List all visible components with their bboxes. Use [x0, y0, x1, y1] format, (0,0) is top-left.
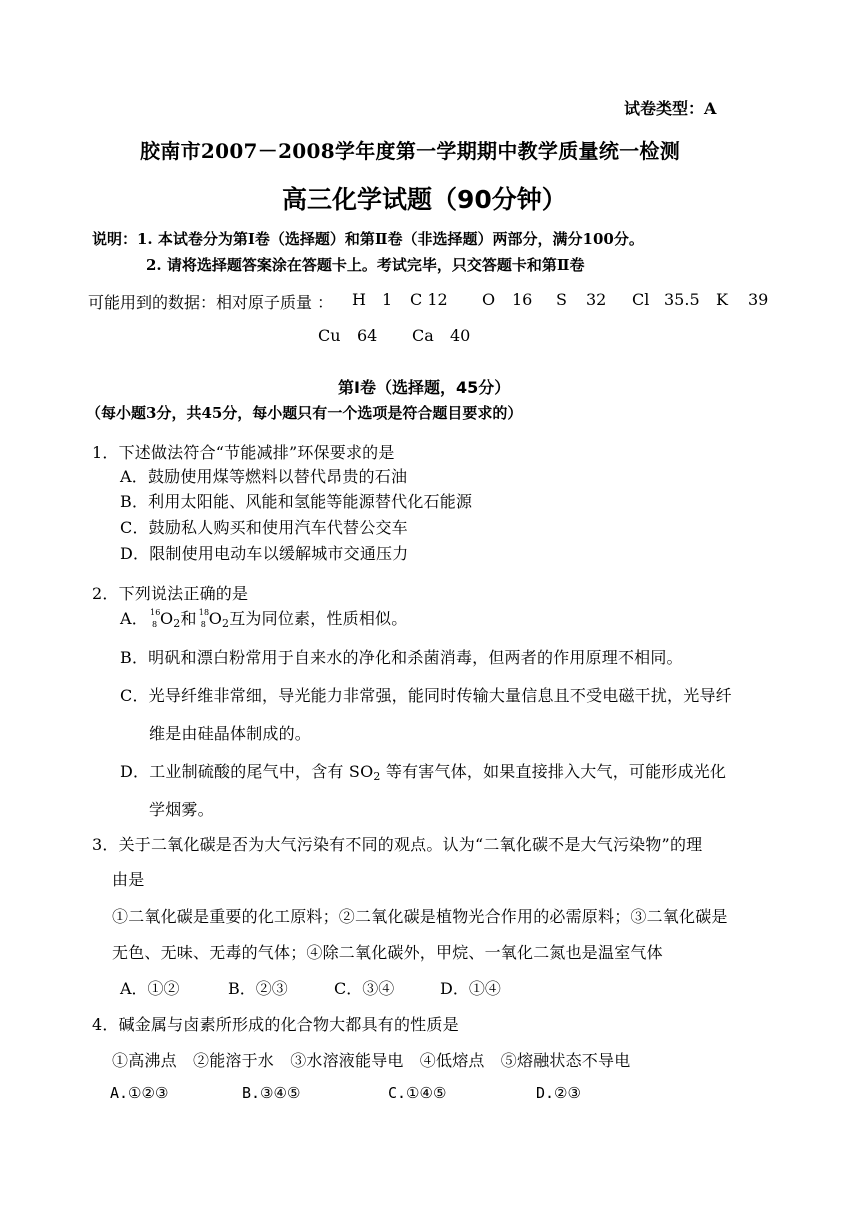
mass-cu: 64 [357, 326, 378, 345]
q2-stem: 2．下列说法正确的是 [92, 584, 249, 603]
instruction-line-2: 2. 请将选择题答案涂在答题卡上。考试完毕，只交答题卡和第Ⅱ卷 [146, 256, 585, 274]
exam-subtitle: 高三化学试题（90分钟） [282, 185, 567, 214]
q2-option-d-line1 [120, 759, 726, 783]
q2-option-d-line2: 学烟雾。 [149, 800, 214, 819]
isotope-o16-symbol: O [159, 609, 174, 628]
q4-stem: 4．碱金属与卤素所形成的化合物大都具有的性质是 [92, 1015, 459, 1034]
section1-note: （每小题3分，共45分，每小题只有一个选项是符合题目要求的） [86, 404, 523, 422]
q4-option-b: B.③④⑤ [242, 1084, 301, 1102]
q4-option-c: C.①④⑤ [388, 1084, 447, 1102]
q3-reasons-line2: 无色、无味、无毒的气体；④除二氧化碳外，甲烷、一氧化二氮也是温室气体 [112, 943, 663, 962]
q2-option-a [120, 606, 407, 630]
paper-type: 试卷类型：A [624, 99, 717, 118]
isotope-o16-number: 8 [151, 619, 158, 629]
section1-title: 第Ⅰ卷（选择题，45分） [338, 378, 511, 397]
so2-subscript: 2 [373, 770, 381, 783]
isotope-o18-number: 8 [200, 619, 206, 629]
q2-option-d-part1: D．工业制硫酸的尾气中，含有 SO [120, 762, 374, 781]
element-h: H [352, 290, 366, 309]
element-c-mass: C 12 [410, 290, 448, 309]
isotope-o18-subscript: 2 [222, 617, 230, 630]
q1-stem: 1．下述做法符合“节能减排”环保要求的是 [92, 443, 395, 462]
element-k: K [716, 290, 728, 309]
q2-option-c-line2: 维是由硅晶体制成的。 [149, 724, 312, 743]
q2-option-d-part2: 等有害气体，如果直接排入大气，可能形成光化 [380, 762, 727, 781]
q3-option-d: D．①④ [440, 979, 501, 998]
exam-title: 胶南市2007－2008学年度第一学期期中教学质量统一检测 [140, 139, 681, 163]
isotope-o18 [197, 607, 210, 629]
mass-o: 16 [512, 290, 533, 309]
q2-option-a-and: 和 [180, 609, 197, 628]
element-cu: Cu [318, 326, 341, 345]
element-s: S [556, 290, 567, 309]
q4-option-a: A.①②③ [110, 1084, 169, 1102]
mass-k: 39 [748, 290, 769, 309]
q2-option-b: B．明矾和漂白粉常用于自来水的净化和杀菌消毒，但两者的作用原理不相同。 [120, 648, 683, 667]
isotope-o16-mass: 16 [149, 607, 161, 617]
q1-option-c: C．鼓励私人购买和使用汽车代替公交车 [120, 518, 408, 537]
mass-h: 1 [382, 290, 393, 309]
instruction-line-1: 说明：1. 本试卷分为第Ⅰ卷（选择题）和第Ⅱ卷（非选择题）两部分，满分100分。 [92, 230, 644, 248]
q3-stem-line2: 由是 [112, 870, 145, 889]
atomic-mass-label: 可能用到的数据：相对原子质量 ： [88, 293, 334, 312]
element-o: O [482, 290, 496, 309]
isotope-o18-mass: 18 [198, 607, 210, 617]
q1-option-b: B．利用太阳能、风能和氢能等能源替代化石能源 [120, 492, 473, 511]
q4-option-d: D.②③ [536, 1084, 581, 1102]
element-ca: Ca [412, 326, 434, 345]
mass-cl: 35.5 [664, 290, 700, 309]
q2-option-a-prefix: A． [120, 609, 148, 628]
q4-properties: ①高沸点 ②能溶于水 ③水溶液能导电 ④低熔点 ⑤熔融状态不导电 [112, 1051, 631, 1070]
q3-option-b: B．②③ [228, 979, 288, 998]
mass-s: 32 [586, 290, 607, 309]
q2-option-c-line1: C．光导纤维非常细，导光能力非常强，能同时传输大量信息且不受电磁干扰，光导纤 [120, 686, 732, 705]
q3-option-c: C．③④ [334, 979, 395, 998]
q1-option-d: D．限制使用电动车以缓解城市交通压力 [120, 544, 409, 563]
q3-reasons-line1: ①二氧化碳是重要的化工原料；②二氧化碳是植物光合作用的必需原料；③二氧化碳是 [112, 907, 728, 926]
isotope-o16-subscript: 2 [173, 617, 181, 630]
q1-option-a: A．鼓励使用煤等燃料以替代昂贵的石油 [120, 467, 408, 486]
mass-ca: 40 [450, 326, 471, 345]
isotope-o16 [148, 607, 161, 629]
q2-option-a-rest: 互为同位素，性质相似。 [229, 609, 408, 628]
q3-stem-line1: 3．关于二氧化碳是否为大气污染有不同的观点。认为“二氧化碳不是大气污染物”的理 [92, 835, 703, 854]
isotope-o18-symbol: O [208, 609, 223, 628]
q3-option-a: A．①② [120, 979, 180, 998]
element-cl: Cl [632, 290, 650, 309]
